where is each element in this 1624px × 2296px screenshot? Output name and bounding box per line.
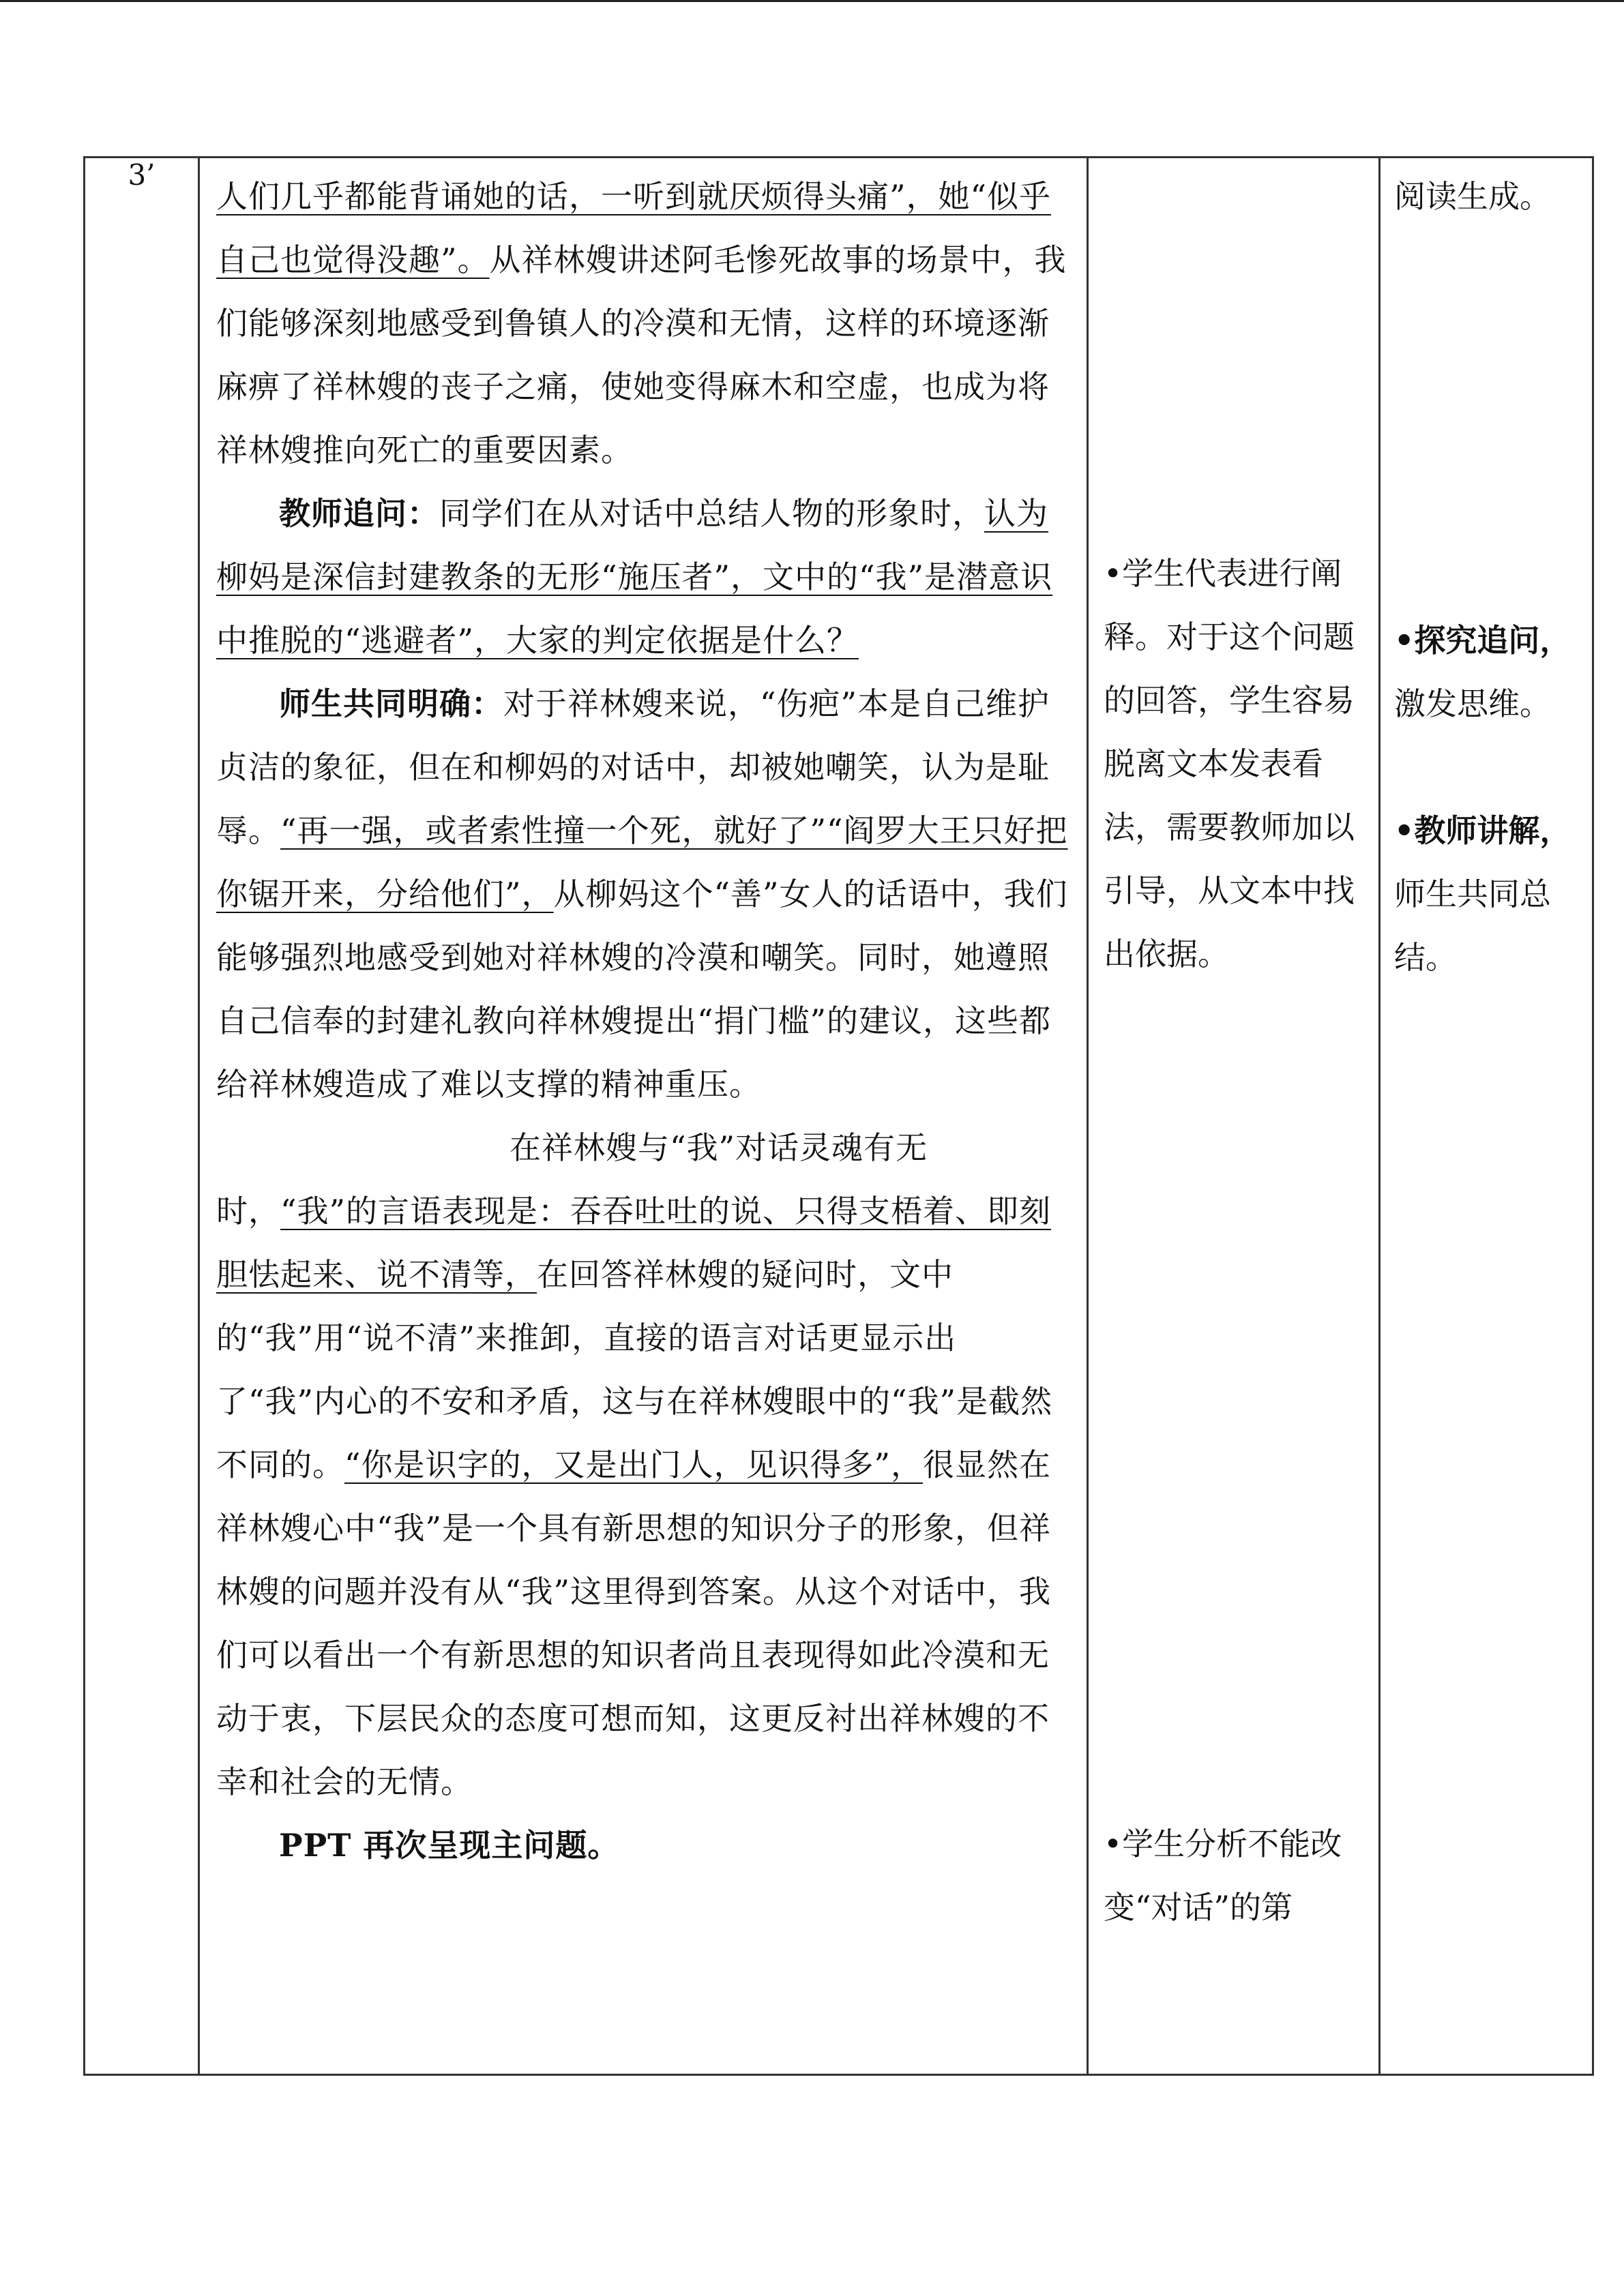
intent-explanation: [1394, 799, 1582, 989]
xianglin-quote: “你是识字的，又是出门人，见识得多”，: [344, 1446, 924, 1483]
question-text: 同学们在从对话中总结人物的形象时，: [439, 495, 984, 532]
intent-inquiry-text: 激发思维。: [1394, 685, 1551, 722]
teaching-process: [200, 158, 1087, 1877]
question-underlined: 认为柳妈是深信封建教条的无形“施压者”，文中的“我”是潜意识中推脱的“逃避者”，大家的判定依据是什么？: [216, 495, 1053, 659]
teaching-process-cell: [199, 158, 1088, 2075]
narrator-intro: 在祥林嫂与“我”对话灵魂有无时，: [216, 1129, 928, 1229]
quoted-text: 人们几乎都能背诵她的话，一听到就厌烦得头痛”，她“似乎自己也觉得没趣”。: [216, 178, 1052, 278]
conclusion-rest: 从柳妈这个“善”女人的话语中，我们能够强烈地感受到她对祥林嫂的冷漠和嘲笑。同时，她遵照自己信奉的封建礼教向祥林嫂提出“捐门槛”的建议，这些都给祥林嫂造成了难以支撑的精神重压。: [216, 876, 1068, 1103]
liuma-quote: “再一强，或者索性撞一个死，就好了”“阎罗大王只好把你锯开来，分给他们”，: [216, 812, 1068, 912]
conclusion-text: 对于祥林嫂来说，“伤疤”本是自己维护贞洁的象征，但在和柳妈的对话中，却被她嘲笑，认为是耻辱。: [216, 685, 1050, 849]
intent-reading: 阅读生成。: [1394, 178, 1551, 215]
design-intent-cell: [1380, 158, 1593, 2075]
student-note-1: •学生代表进行阐释。对于这个问题的回答，学生容易脱离文本发表看法，需要教师加以引导，从文本中找出依据。: [1104, 555, 1355, 972]
student-note-2: •学生分析不能改变“对话”的第: [1104, 1825, 1342, 1926]
top-rule: [0, 0, 1624, 2]
student-activity-cell: [1088, 158, 1380, 2075]
ppt-note: PPT 再次呈现主问题。: [279, 1827, 620, 1864]
lesson-plan-table: [83, 156, 1594, 2076]
narrator-quote: “我”的言语表现是：吞吞吐吐的说、只得支梧着、即刻胆怯起来、说不清等，: [216, 1193, 1052, 1293]
time-cell: [85, 158, 199, 2075]
intent-explanation-text: 师生共同总结。: [1394, 876, 1551, 976]
intent-inquiry: [1394, 609, 1582, 736]
paragraph-zhenren-reaction: [216, 165, 1070, 482]
narrator-rest: 很显然在祥林嫂心中“我”是一个具有新思想的知识分子的形象，但祥林嫂的问题并没有从“我”这里得到答案。从这个对话中，我们可以看出一个有新思想的知识者尚且表现得如此冷漠和无动于衷，下层民众的态度可想而知，这更反衬出祥林嫂的不幸和社会的无情。: [216, 1446, 1052, 1800]
student-activity: [1089, 542, 1378, 1939]
analysis-text: 从祥林嫂讲述阿毛惨死故事的场景中，我们能够深刻地感受到鲁镇人的冷漠和无情，这样的环境逐渐麻痹了祥林嫂的丧子之痛，使她变得麻木和空虚，也成为将祥林嫂推向死亡的重要因素。: [216, 241, 1067, 468]
paragraph-ppt: [216, 1814, 1070, 1877]
time-mark: 3’: [128, 158, 156, 192]
paragraph-narrator-dialogue: [216, 1116, 1070, 1814]
shared-conclusion-label: 师生共同明确：: [279, 685, 503, 722]
narrator-analysis: 在回答祥林嫂的疑问时，文中的“我”用“说不清”来推卸，直接的语言对话更显示出了“我”内心的不安和矛盾，这与在祥林嫂眼中的“我”是截然不同的。: [216, 1256, 1053, 1483]
paragraph-teacher-question: [216, 482, 1070, 672]
design-intent: [1381, 158, 1592, 989]
intent-explanation-label: •教师讲解，: [1394, 812, 1571, 849]
table-row: [85, 158, 1593, 2075]
teacher-question-label: 教师追问：: [279, 495, 439, 532]
intent-inquiry-label: •探究追问，: [1394, 622, 1571, 659]
paragraph-shared-conclusion: [216, 672, 1070, 1116]
